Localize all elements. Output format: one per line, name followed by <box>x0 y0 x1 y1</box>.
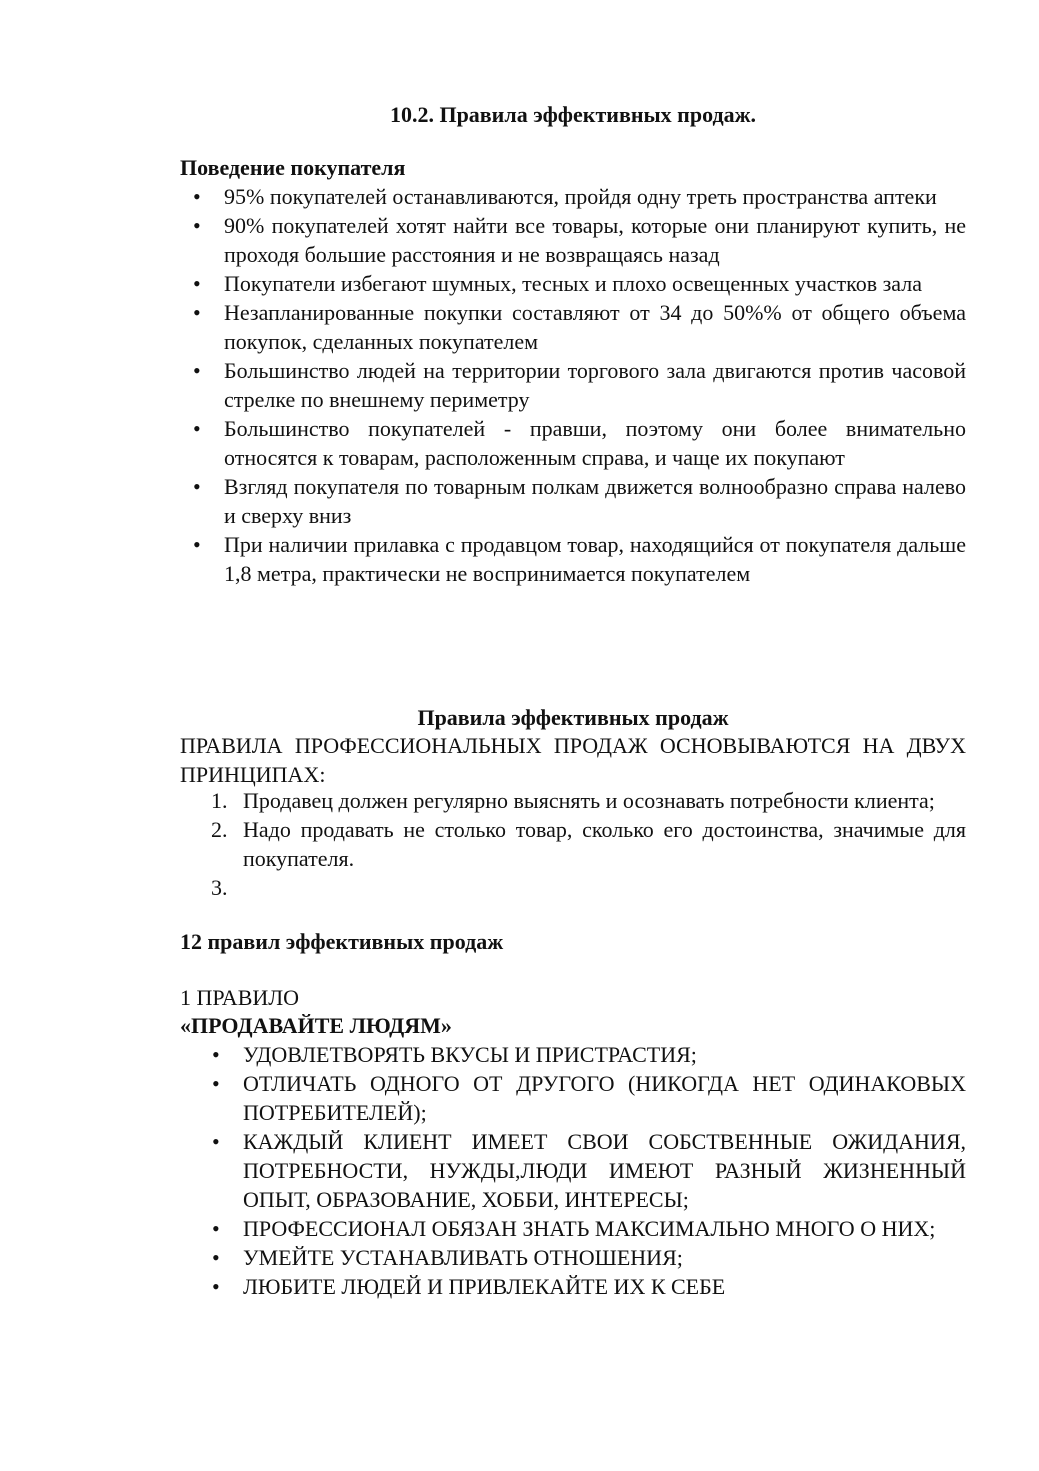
list-text: Продавец должен регулярно выяснять и осознавать потребности клиента; <box>243 788 935 813</box>
list-item: • При наличии прилавка с продавцом товар, находящийся от покупателя дальше 1,8 метра, практически не воспринимается покупателем <box>224 530 966 588</box>
list-item: • УДОВЛЕТВОРЯТЬ ВКУСЫ И ПРИСТРАСТИЯ; <box>243 1040 966 1069</box>
section-heading-12-rules: 12 правил эффективных продаж <box>180 929 504 954</box>
principles-list <box>211 786 966 902</box>
list-number: 1. <box>211 788 228 813</box>
list-item <box>211 786 966 815</box>
list-item: • Незапланированные покупки составляют от 34 до 50%% от общего объема покупок, сделанных покупателем <box>224 298 966 356</box>
document-title: 10.2. Правила эффективных продаж. <box>389 102 757 127</box>
list-item: • КАЖДЫЙ КЛИЕНТ ИМЕЕТ СВОИ СОБСТВЕННЫЕ ОЖИДАНИЯ, ПОТРЕБНОСТИ, НУЖДЫ,ЛЮДИ ИМЕЮТ РАЗНЫЙ ЖИЗНЕННЫЙ ОПЫТ, ОБРАЗОВАНИЕ, ХОББИ, ИНТЕРЕСЫ; <box>243 1127 966 1214</box>
list-item: • 95% покупателей останавливаются, пройдя одну треть пространства аптеки <box>224 182 966 211</box>
list-number: 3. <box>211 875 228 900</box>
list-item: • Большинство покупателей - правши, поэтому они более внимательно относятся к товарам, расположенным справа, и чаще их покупают <box>224 414 966 472</box>
list-item: • ЛЮБИТЕ ЛЮДЕЙ И ПРИВЛЕКАЙТЕ ИХ К СЕБЕ <box>243 1272 966 1301</box>
list-item: • Покупатели избегают шумных, тесных и плохо освещенных участков зала <box>224 269 966 298</box>
list-item: • ПРОФЕССИОНАЛ ОБЯЗАН ЗНАТЬ МАКСИМАЛЬНО МНОГО О НИХ; <box>243 1214 966 1243</box>
rule-title: «ПРОДАВАЙТЕ ЛЮДЯМ» <box>180 1013 452 1038</box>
customer-behavior-list <box>224 182 966 588</box>
list-number: 2. <box>211 817 228 842</box>
list-item: • 90% покупателей хотят найти все товары, которые они планируют купить, не проходя большие расстояния и не возвращаясь назад <box>224 211 966 269</box>
list-item: • ОТЛИЧАТЬ ОДНОГО ОТ ДРУГОГО (НИКОГДА НЕТ ОДИНАКОВЫХ ПОТРЕБИТЕЛЕЙ); <box>243 1069 966 1127</box>
list-item <box>211 815 966 873</box>
rule-label: 1 ПРАВИЛО <box>180 985 300 1010</box>
rule-one-list <box>243 1040 966 1301</box>
list-text: Надо продавать не столько товар, сколько его достоинства, значимые для покупателя. <box>243 817 966 871</box>
section-heading-sales-rules: Правила эффективных продаж <box>417 705 729 730</box>
list-item: • УМЕЙТЕ УСТАНАВЛИВАТЬ ОТНОШЕНИЯ; <box>243 1243 966 1272</box>
sales-principles-intro: ПРАВИЛА ПРОФЕССИОНАЛЬНЫХ ПРОДАЖ ОСНОВЫВАЮТСЯ НА ДВУХ ПРИНЦИПАХ: <box>180 733 966 787</box>
section-heading-customer-behavior: Поведение покупателя <box>180 155 406 180</box>
list-item <box>211 873 966 902</box>
list-item: • Большинство людей на территории торгового зала двигаются против часовой стрелке по внешнему периметру <box>224 356 966 414</box>
list-item: • Взгляд покупателя по товарным полкам движется волнообразно справа налево и сверху вниз <box>224 472 966 530</box>
